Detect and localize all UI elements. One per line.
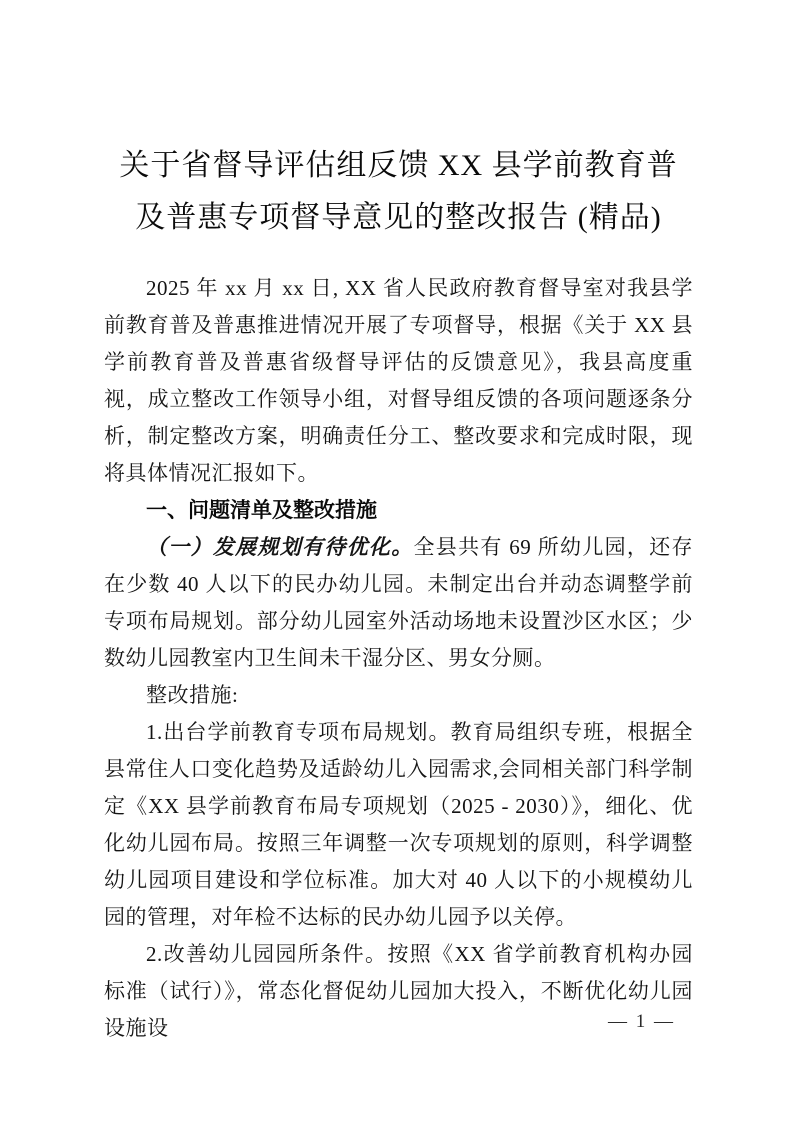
document-content [104, 140, 693, 1047]
measure-item-2: 2.改善幼儿园园所条件。按照《XX 省学前教育机构办园标准（试行）》，常态化督促幼儿园加大投入，不断优化幼儿园设施设 [104, 942, 693, 1040]
section-heading-problems-and-measures: 一、问题清单及整改措施 [146, 499, 377, 522]
problem-1-paragraph [104, 529, 693, 677]
document-title: 关于省督导评估组反馈 XX 县学前教育普及普惠专项督导意见的整改报告 (精品) [119, 149, 678, 234]
measure-item-1: 1.出台学前教育专项布局规划。教育局组织专班，根据全县常住人口变化趋势及适龄幼儿入园需求,会同相关部门科学制定《XX 县学前教育布局专项规划（2025 - 2030）》，细化、优化幼儿园布局。按照三年调整一次专项规划的原则，科学调整幼儿园项目建设和学位标准。加大对 40 人以下的小规模幼儿园的管理，对年检不达标的民办幼儿园予以关停。 [104, 720, 693, 929]
intro-paragraph: 2025 年 xx 月 xx 日, XX 省人民政府教育督导室对我县学前教育普及普惠推进情况开展了专项督导，根据《关于 XX 县学前教育普及普惠省级督导评估的反馈意见》，我县高度重视，成立整改工作领导小组，对督导组反馈的各项问题逐条分析，制定整改方案，明确责任分工、整改要求和完成时限，现将具体情况汇报如下。 [104, 276, 693, 485]
measures-label: 整改措施: [146, 683, 239, 707]
problem-1-text: 全县共有 69 所幼儿园，还存在少数 40 人以下的民办幼儿园。未制定出台并动态调整学前专项布局规划。部分幼儿园室外活动场地未设置沙区水区；少数幼儿园教室内卫生间未干湿分区、男女分厕。 [104, 535, 693, 670]
problem-1-lead: （一）发展规划有待优化。 [146, 535, 414, 559]
page-number: — 1 — [608, 1011, 675, 1032]
